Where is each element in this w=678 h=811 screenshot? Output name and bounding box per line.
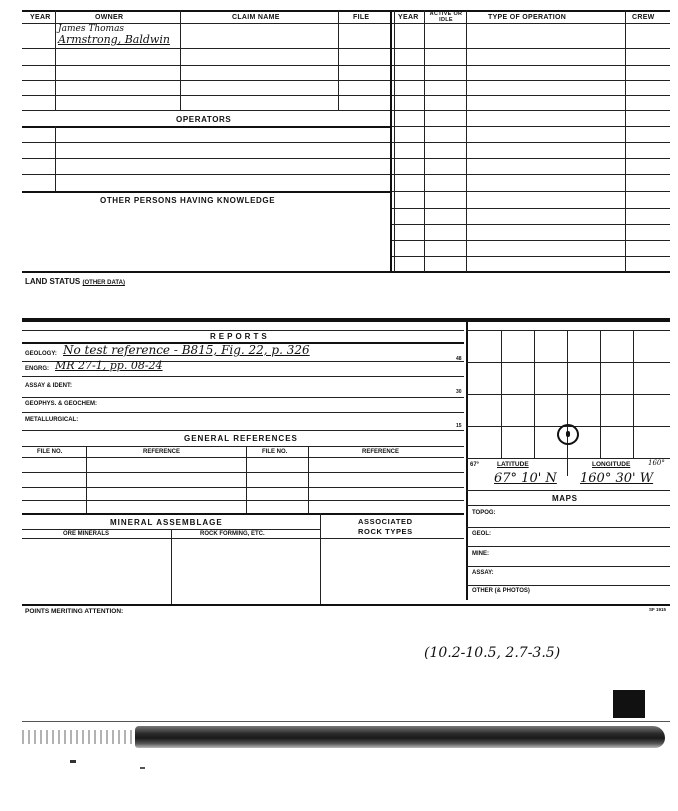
scan-mark-1 (70, 760, 76, 763)
header-year-2: YEAR (398, 14, 419, 21)
scan-mark-2 (140, 767, 145, 769)
header-claim-name: CLAIM NAME (232, 14, 280, 21)
rock-forming-label: ROCK FORMING, ETC. (200, 531, 265, 537)
gr-file-no-2: FILE NO. (262, 449, 288, 455)
maps-title: MAPS (552, 494, 578, 503)
reports-title: REPORTS (210, 332, 270, 341)
header-crew: CREW (632, 14, 655, 21)
gr-reference-1: REFERENCE (143, 449, 181, 455)
header-file: FILE (353, 14, 370, 21)
left-tick-67: 67° (470, 462, 480, 468)
header-owner: OWNER (95, 14, 124, 21)
section-divider-bar (22, 318, 670, 322)
land-status-heading (25, 277, 125, 286)
page-number-30: 30 (456, 389, 462, 395)
geophys-geochem-label: GEOPHYS. & GEOCHEM: (25, 401, 98, 407)
owner-entry-last-names: Armstrong, Baldwin (58, 33, 170, 46)
associated-label: ASSOCIATED (358, 517, 413, 526)
latitude-value: 67° 10' N (494, 471, 557, 486)
ore-minerals-label: ORE MINERALS (63, 531, 110, 537)
scan-speckle-left (22, 730, 132, 744)
metallurgical-label: METALLURGICAL: (25, 417, 79, 423)
header-type-of-operation: TYPE OF OPERATION (488, 14, 567, 21)
maps-geol-label: GEOL: (472, 531, 491, 537)
engrg-value: MR 27-1, pp. 08-24 (55, 359, 163, 372)
header-active-idle: ACTIVE OR IDLE (429, 11, 463, 23)
maps-topog-label: TOPOG: (472, 510, 496, 516)
longitude-label: LONGITUDE (592, 461, 631, 468)
form-code: SF 1915 (649, 607, 667, 612)
right-tick-160: 160° (648, 459, 665, 467)
owner-entry-first-names: James Thomas (58, 24, 125, 34)
gr-file-no-1: FILE NO. (37, 449, 63, 455)
page-number-15: 15 (456, 423, 462, 429)
assay-ident-label: ASSAY & IDENT: (25, 383, 73, 389)
geology-value: No test reference - B815, Fig. 22, p. 326 (63, 343, 310, 357)
scan-black-square (613, 690, 645, 718)
maps-mine-label: MINE: (472, 551, 489, 557)
header-year: YEAR (30, 14, 51, 21)
engrg-label: ENGRG: (25, 366, 49, 372)
points-meriting-attention-label: POINTS MERITING ATTENTION: (25, 608, 124, 615)
operators-label: OPERATORS (176, 115, 232, 124)
scan-dark-smear (135, 726, 665, 748)
general-references-title: GENERAL REFERENCES (184, 434, 298, 443)
other-persons-label: OTHER PERSONS HAVING KNOWLEDGE (100, 196, 276, 205)
mineral-assemblage-title: MINERAL ASSEMBLAGE (110, 518, 223, 527)
longitude-value: 160° 30' W (580, 471, 654, 486)
gr-reference-2: REFERENCE (362, 449, 400, 455)
page-number-48: 48 (456, 356, 462, 362)
handwritten-coordinates-note: (10.2-10.5, 2.7-3.5) (424, 645, 561, 661)
maps-assay-label: ASSAY: (472, 570, 494, 576)
land-status-sublabel: (OTHER DATA) (82, 280, 125, 286)
latitude-label: LATITUDE (497, 461, 529, 468)
maps-other-label: OTHER (& PHOTOS) (472, 588, 530, 594)
rock-types-label: ROCK TYPES (358, 527, 413, 536)
location-circle-marker (557, 424, 579, 445)
geology-label: GEOLOGY: (25, 351, 57, 357)
land-status-label: LAND STATUS (25, 277, 81, 286)
